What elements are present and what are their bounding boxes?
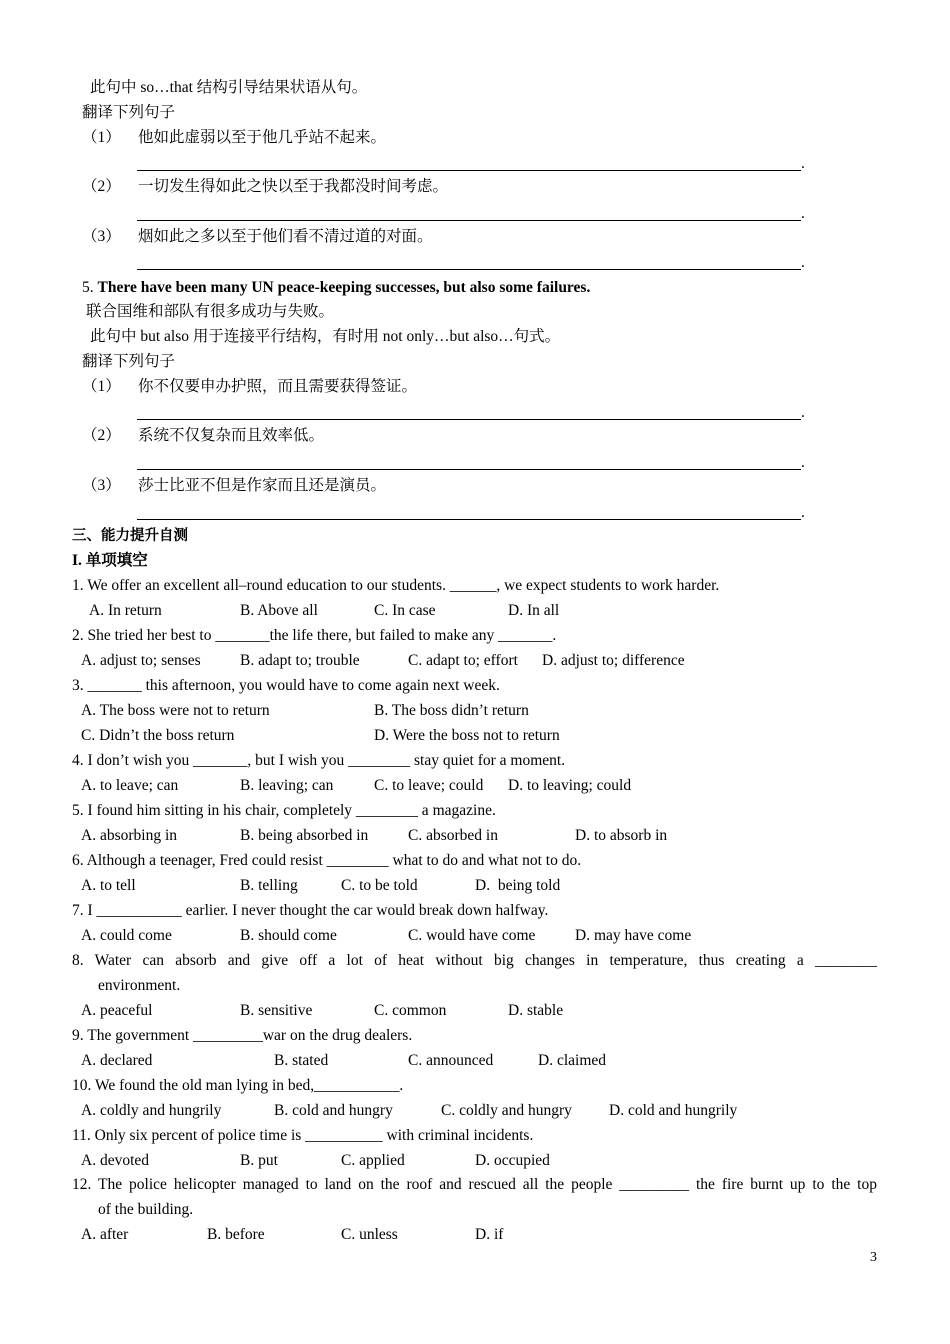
question-stem: 8. Water can absorb and give off a lot of heat without big changes in temperature, thus creating a ________ [72, 952, 877, 969]
point5-heading [82, 278, 590, 298]
item-text: 他如此虚弱以至于他几乎站不起来。 [138, 129, 387, 146]
section3-title: 三、能力提升自测 [72, 528, 188, 544]
answer-line[interactable] [137, 419, 801, 420]
question-stem: 2. She tried her best to _______the life there, but failed to make any _______. [72, 627, 557, 644]
item-text: 系统不仅复杂而且效率低。 [138, 427, 325, 444]
translate-heading: 翻译下列句子 [82, 353, 176, 370]
option-a[interactable]: A. The boss were not to return [81, 702, 270, 719]
answer-line[interactable] [137, 170, 801, 171]
question-stem: 4. I don’t wish you _______, but I wish you ________ stay quiet for a moment. [72, 752, 566, 769]
option-a[interactable]: A. to leave; can [81, 777, 179, 794]
point5-translation: 联合国维和部队有很多成功与失败。 [86, 303, 335, 320]
option-b[interactable]: B. leaving; can [240, 777, 334, 794]
option-d[interactable]: D. Were the boss not to return [374, 727, 560, 744]
answer-line[interactable] [137, 220, 801, 221]
option-d[interactable]: D. cold and hungrily [609, 1102, 738, 1119]
line-period: . [801, 155, 805, 172]
line-period: . [801, 404, 805, 421]
option-d[interactable]: D. In all [508, 602, 560, 619]
point5-sentence: There have been many UN peace-keeping successes, but also some failures. [97, 279, 591, 296]
question-stem: 11. Only six percent of police time is __________ with criminal incidents. [72, 1127, 534, 1144]
option-d[interactable]: D. may have come [575, 927, 692, 944]
item-number: （3） [82, 477, 121, 494]
option-d[interactable]: D. claimed [538, 1052, 607, 1069]
option-a[interactable]: A. declared [81, 1052, 153, 1069]
option-a[interactable]: A. In return [89, 602, 162, 619]
question-stem-continued: of the building. [98, 1201, 194, 1218]
option-b[interactable]: B. stated [274, 1052, 329, 1069]
answer-line[interactable] [137, 469, 801, 470]
option-c[interactable]: C. absorbed in [408, 827, 498, 844]
option-c[interactable]: C. common [374, 1002, 447, 1019]
question-stem-continued: environment. [98, 977, 181, 994]
line-period: . [801, 205, 805, 222]
question-stem: 7. I ___________ earlier. I never thought the car would break down halfway. [72, 902, 549, 919]
line-period: . [801, 254, 805, 271]
option-b[interactable]: B. adapt to; trouble [240, 652, 360, 669]
question-stem: 5. I found him sitting in his chair, completely ________ a magazine. [72, 802, 496, 819]
option-b[interactable]: B. being absorbed in [240, 827, 369, 844]
option-c[interactable]: C. In case [374, 602, 436, 619]
option-d[interactable]: D. if [475, 1226, 504, 1243]
item-number: （3） [82, 228, 121, 245]
question-stem: 10. We found the old man lying in bed,___________. [72, 1077, 404, 1094]
sothat-note: 此句中 so…that 结构引导结果状语从句。 [90, 79, 368, 96]
line-period: . [801, 454, 805, 471]
option-c[interactable]: C. to leave; could [374, 777, 484, 794]
answer-line[interactable] [137, 269, 801, 270]
point5-number: 5. [82, 279, 94, 296]
option-d[interactable]: D. to absorb in [575, 827, 668, 844]
option-b[interactable]: B. before [207, 1226, 265, 1243]
option-d[interactable]: D. adjust to; difference [542, 652, 685, 669]
option-b[interactable]: B. should come [240, 927, 337, 944]
option-c[interactable]: C. applied [341, 1152, 405, 1169]
question-stem: 3. _______ this afternoon, you would have to come again next week. [72, 677, 500, 694]
option-c[interactable]: C. would have come [408, 927, 536, 944]
option-a[interactable]: A. could come [81, 927, 172, 944]
option-c[interactable]: C. announced [408, 1052, 494, 1069]
option-b[interactable]: B. telling [240, 877, 298, 894]
page-number: 3 [870, 1250, 877, 1265]
option-d[interactable]: D. occupied [475, 1152, 550, 1169]
option-a[interactable]: A. devoted [81, 1152, 150, 1169]
option-b[interactable]: B. sensitive [240, 1002, 313, 1019]
question-stem: 1. We offer an excellent all–round education to our students. ______, we expect students to work harder. [72, 577, 720, 594]
option-b[interactable]: B. Above all [240, 602, 318, 619]
point5-note: 此句中 but also 用于连接平行结构，有时用 not only…but also…句式。 [90, 328, 561, 345]
option-a[interactable]: A. coldly and hungrily [81, 1102, 222, 1119]
answer-line[interactable] [137, 519, 801, 520]
item-text: 莎士比亚不但是作家而且还是演员。 [138, 477, 387, 494]
option-c[interactable]: C. unless [341, 1226, 398, 1243]
part1-title: I. 单项填空 [72, 552, 148, 569]
question-stem: 12. The police helicopter managed to land on the roof and rescued all the people _________ the fire burnt up to the top [72, 1176, 877, 1193]
option-a[interactable]: A. adjust to; senses [81, 652, 201, 669]
option-d[interactable]: D. stable [508, 1002, 564, 1019]
question-stem: 6. Although a teenager, Fred could resist ________ what to do and what not to do. [72, 852, 582, 869]
item-number: （1） [82, 378, 121, 395]
option-d[interactable]: D. to leaving; could [508, 777, 632, 794]
option-c[interactable]: C. to be told [341, 877, 418, 894]
item-number: （2） [82, 427, 121, 444]
option-b[interactable]: B. put [240, 1152, 278, 1169]
item-text: 烟如此之多以至于他们看不清过道的对面。 [138, 228, 433, 245]
option-c[interactable]: C. coldly and hungry [441, 1102, 572, 1119]
option-a[interactable]: A. after [81, 1226, 129, 1243]
item-text: 你不仅要申办护照，而且需要获得签证。 [138, 378, 418, 395]
line-period: . [801, 504, 805, 521]
option-a[interactable]: A. to tell [81, 877, 136, 894]
option-c[interactable]: C. Didn’t the boss return [81, 727, 235, 744]
question-stem: 9. The government _________war on the drug dealers. [72, 1027, 413, 1044]
option-a[interactable]: A. absorbing in [81, 827, 178, 844]
option-c[interactable]: C. adapt to; effort [408, 652, 518, 669]
translate-heading: 翻译下列句子 [82, 104, 176, 121]
option-b[interactable]: B. cold and hungry [274, 1102, 393, 1119]
item-number: （1） [82, 129, 121, 146]
item-text: 一切发生得如此之快以至于我都没时间考虑。 [138, 178, 449, 195]
option-d[interactable]: D. being told [475, 877, 561, 894]
option-a[interactable]: A. peaceful [81, 1002, 153, 1019]
option-b[interactable]: B. The boss didn’t return [374, 702, 529, 719]
item-number: （2） [82, 178, 121, 195]
